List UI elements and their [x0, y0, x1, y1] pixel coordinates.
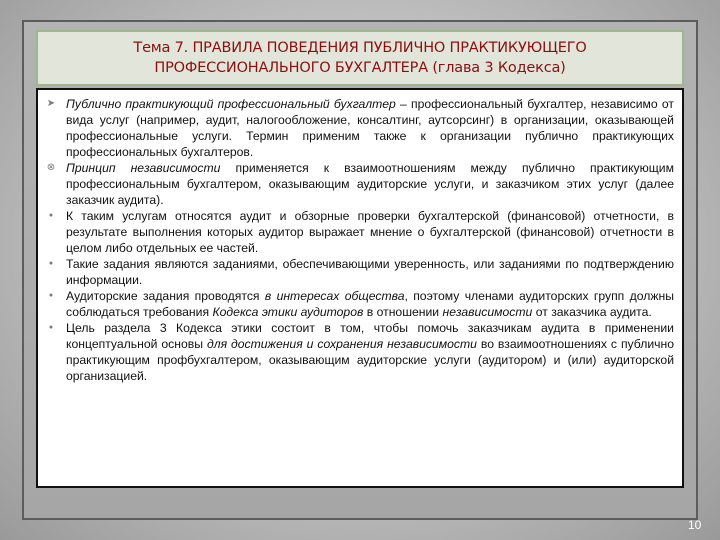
dot-icon: ● [48, 260, 54, 267]
bullet-emphasis: независимости [442, 305, 533, 319]
bullet-item [46, 160, 674, 208]
bullet-emphasis: Кодекса этики аудиторов [212, 305, 364, 319]
bullet-text: Аудиторские задания проводятся [66, 289, 265, 303]
bullet-emphasis: Принцип независимости [66, 161, 221, 175]
title-line-2: ПРОФЕССИОНАЛЬНОГО БУХГАЛТЕРА (глава 3 Кодекса) [154, 60, 566, 76]
bullet-text: во взаимоотношениях с публично практикующим профбухгалтером, оказывающим аудиторские услуги (аудитором) и (или) аудиторской организацией. [66, 337, 675, 383]
dot-icon: ● [48, 212, 54, 219]
bullet-list [38, 90, 682, 384]
page-number: 10 [688, 518, 702, 532]
bullet-item [48, 288, 674, 320]
bullet-text: К таким услугам относятся аудит и обзорные проверки бухгалтерской (финансовой) отчетности, в результате выполнения которых аудитор выражает мнение о бухгалтерской (финансовой) отчетности в целом либо отдельных ее частей. [66, 209, 674, 255]
bullet-text: – профессиональный бухгалтер, независимо от вида услуг (например, аудит, налогообложение, консалтинг, аутсорсинг) в организации, оказывающей профессиональные услуги. Термин применим также к организации публично практикующих профессиональных бухгалтеров. [66, 97, 674, 159]
dot-icon: ● [48, 292, 54, 299]
arrowhead-icon: ➤ [46, 98, 56, 109]
content-panel [36, 88, 684, 488]
bullet-text: Такие задания являются заданиями, обеспечивающими уверенность, или заданиями по подтверждению информации. [66, 257, 674, 287]
bullet-text: , поэтому членами аудиторских групп должны соблюдаться требования [66, 289, 674, 319]
bullet-item [48, 208, 674, 256]
bullet-text: Цель раздела 3 Кодекса этики состоит в том, чтобы помочь заказчикам аудита в применении концептуальной основы [66, 321, 674, 351]
bullet-text: от заказчика аудита. [532, 305, 652, 319]
circle-x-icon: ⊗ [46, 162, 56, 173]
bullet-item [46, 96, 674, 160]
slide-title [36, 30, 684, 86]
bullet-item [48, 320, 675, 384]
title-line-1: Тема 7. ПРАВИЛА ПОВЕДЕНИЯ ПУБЛИЧНО ПРАКТИКУЮЩЕГО [133, 40, 587, 56]
dot-icon: ● [48, 324, 54, 331]
bullet-emphasis: для достижения и сохранения независимости [206, 337, 477, 351]
bullet-emphasis: Публично практикующий профессиональный бухгалтер [66, 97, 396, 111]
bullet-text: в отношении [363, 305, 443, 319]
bullet-text: применяется к взаимоотношениям между публично практикующим профессиональным бухгалтером, оказывающим аудиторские услуги, и заказчиком этих услуг (далее заказчик аудита). [66, 161, 674, 207]
bullet-emphasis: в интересах общества [264, 289, 405, 303]
bullet-item [48, 256, 674, 288]
